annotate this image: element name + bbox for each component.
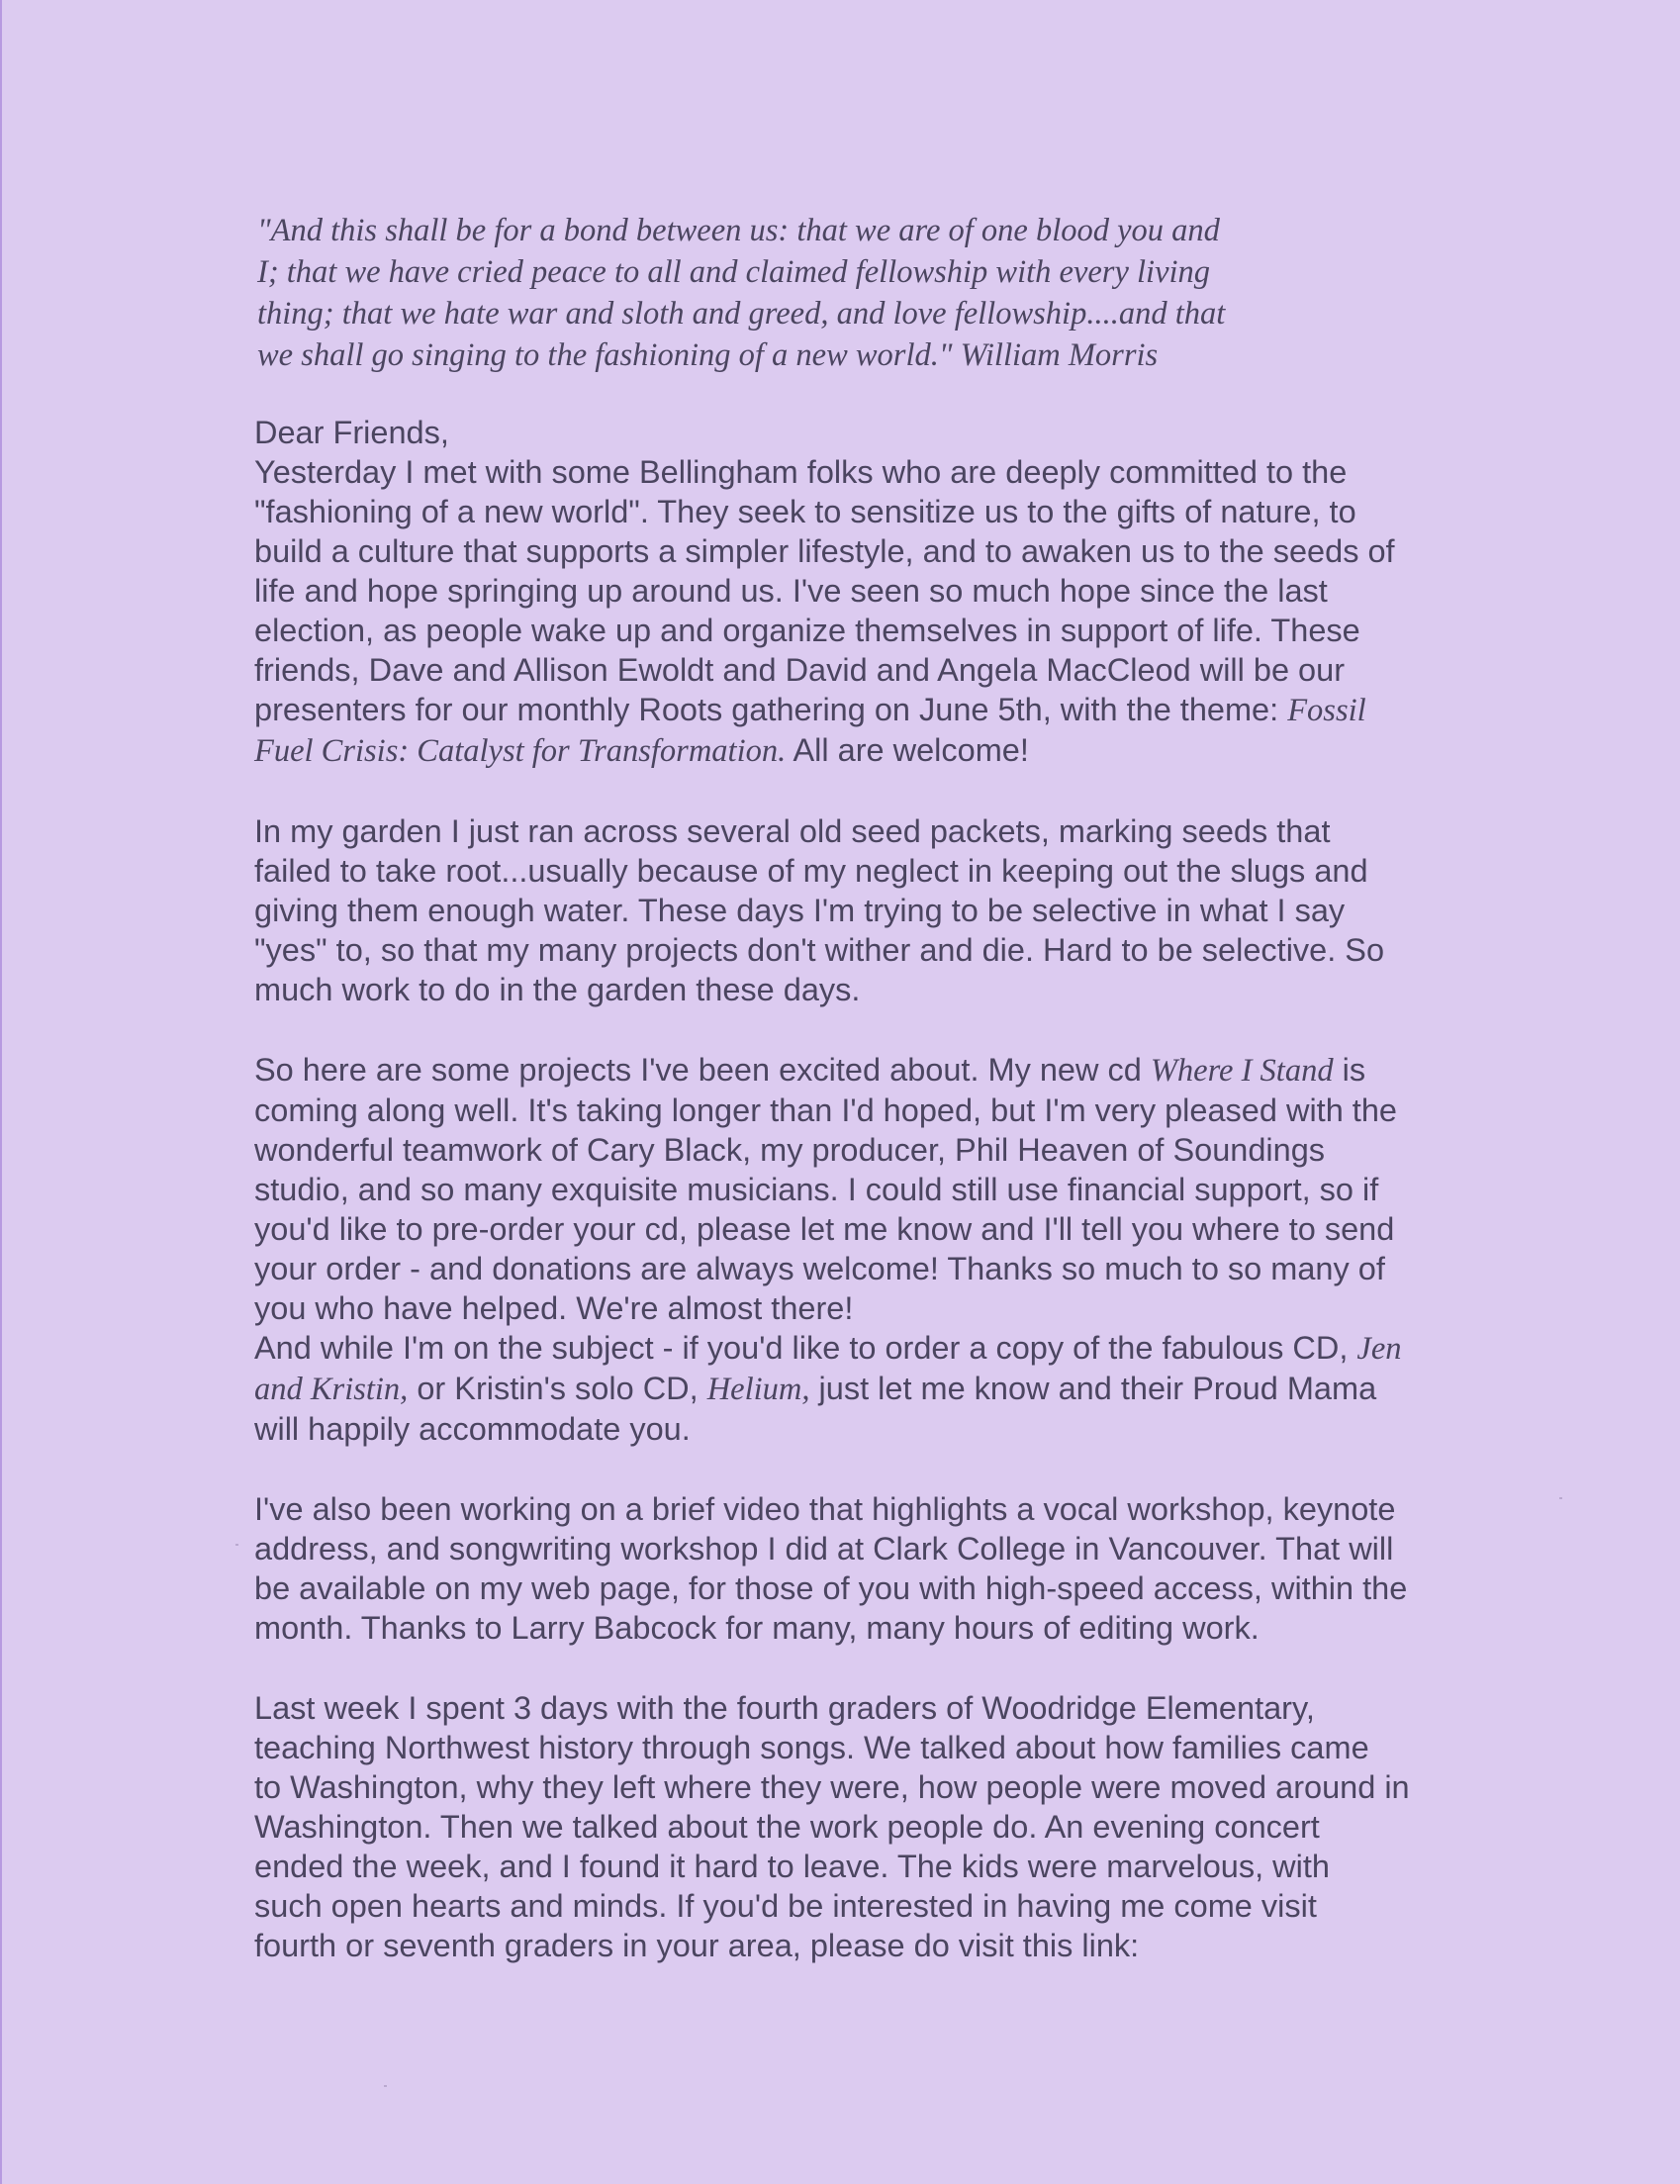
text-line: be available on my web page, for those of you with high-speed access, within the xyxy=(254,1570,1408,1606)
school-paragraph xyxy=(254,1688,1451,1965)
text-line: Last week I spent 3 days with the fourth graders of Woodridge Elementary, xyxy=(254,1690,1315,1726)
text-line: election, as people wake up and organize themselves in support of life. These xyxy=(254,613,1360,648)
text-line: your order - and donations are always welcome! Thanks so much to so many of xyxy=(254,1251,1385,1286)
text-line xyxy=(254,1050,1451,1091)
text-line: address, and songwriting workshop I did at Clark College in Vancouver. That will xyxy=(254,1531,1394,1567)
paragraph-gap xyxy=(254,1449,1451,1489)
text-line: you'd like to pre-order your cd, please let me know and I'll tell you where to send xyxy=(254,1211,1395,1247)
cd-title: Where I Stand xyxy=(1150,1053,1334,1089)
garden-paragraph xyxy=(254,811,1451,1009)
scan-speck xyxy=(235,1544,238,1546)
text-line: failed to take root...usually because of my neglect in keeping out the slugs and xyxy=(254,853,1368,889)
scan-speck xyxy=(1559,1497,1562,1499)
text-line: "yes" to, so that my many projects don't wither and die. Hard to be selective. So xyxy=(254,932,1385,968)
text-line xyxy=(254,690,1451,730)
epigraph-line: thing; that we hate war and sloth and greed, and love fellowship....and that xyxy=(257,296,1226,332)
projects-paragraph xyxy=(254,1050,1451,1449)
paragraph-gap xyxy=(254,1648,1451,1688)
text-line: friends, Dave and Allison Ewoldt and David and Angela MacCleod will be our xyxy=(254,652,1346,688)
epigraph-quote xyxy=(257,210,1257,376)
text-line: Washington. Then we talked about the work people do. An evening concert xyxy=(254,1809,1320,1845)
text-run: So here are some projects I've been excited about. My new cd xyxy=(254,1052,1151,1088)
text-line xyxy=(254,1369,1451,1409)
cd-title: Jen xyxy=(1356,1331,1402,1367)
text-run: All are welcome! xyxy=(786,732,1029,768)
cd-title: Helium, xyxy=(706,1372,810,1407)
greeting: Dear Friends, xyxy=(254,415,449,450)
video-paragraph xyxy=(254,1489,1451,1648)
text-line: teaching Northwest history through songs. We talked about how families came xyxy=(254,1730,1369,1765)
paragraph-gap xyxy=(254,1009,1451,1050)
text-line: giving them enough water. These days I'm trying to be selective in what I say xyxy=(254,893,1346,928)
text-line: month. Thanks to Larry Babcock for many, many hours of editing work. xyxy=(254,1610,1260,1646)
epigraph-line: "And this shall be for a bond between us: that we are of one blood you and xyxy=(257,213,1220,248)
text-line: will happily accommodate you. xyxy=(254,1411,691,1447)
text-line: ended the week, and I found it hard to leave. The kids were marvelous, with xyxy=(254,1849,1330,1884)
cd-title: and Kristin, xyxy=(254,1372,409,1407)
event-theme-title: Fuel Crisis: Catalyst for Transformation. xyxy=(254,733,787,769)
text-line: studio, and so many exquisite musicians. I could still use financial support, so if xyxy=(254,1172,1379,1207)
text-line: In my garden I just ran across several old seed packets, marking seeds that xyxy=(254,813,1331,849)
text-line: I've also been working on a brief video that highlights a vocal workshop, keynote xyxy=(254,1491,1396,1527)
letter-body xyxy=(254,210,1451,1965)
text-run: is xyxy=(1333,1052,1366,1088)
scan-speck xyxy=(384,2085,387,2087)
text-line: you who have helped. We're almost there! xyxy=(254,1290,854,1326)
paragraph-gap xyxy=(254,771,1451,811)
event-theme-title: Fossil xyxy=(1287,693,1366,728)
text-line: Yesterday I met with some Bellingham folks who are deeply committed to the xyxy=(254,454,1348,490)
greeting-paragraph xyxy=(254,413,1451,771)
text-run: just let me know and their Proud Mama xyxy=(809,1371,1377,1406)
text-run: And while I'm on the subject - if you'd like to order a copy of the fabulous CD, xyxy=(254,1330,1357,1366)
text-line xyxy=(254,730,1451,771)
text-line: life and hope springing up around us. I've seen so much hope since the last xyxy=(254,573,1328,609)
text-line: much work to do in the garden these days. xyxy=(254,972,861,1007)
text-line: build a culture that supports a simpler lifestyle, and to awaken us to the seeds of xyxy=(254,533,1395,569)
epigraph-line: I; that we have cried peace to all and claimed fellowship with every living xyxy=(257,254,1211,290)
text-run: presenters for our monthly Roots gathering on June 5th, with the theme: xyxy=(254,692,1288,727)
text-line: "fashioning of a new world". They seek to sensitize us to the gifts of nature, to xyxy=(254,494,1356,529)
text-line: coming along well. It's taking longer than I'd hoped, but I'm very pleased with the xyxy=(254,1092,1397,1128)
text-run: or Kristin's solo CD, xyxy=(408,1371,707,1406)
text-line: such open hearts and minds. If you'd be interested in having me come visit xyxy=(254,1888,1317,1924)
text-line: to Washington, why they left where they were, how people were moved around in xyxy=(254,1769,1410,1805)
text-line: fourth or seventh graders in your area, please do visit this link: xyxy=(254,1928,1140,1963)
text-line: wonderful teamwork of Cary Black, my producer, Phil Heaven of Soundings xyxy=(254,1132,1326,1168)
epigraph-line: we shall go singing to the fashioning of a new world." William Morris xyxy=(257,337,1159,373)
text-line xyxy=(254,1328,1451,1369)
